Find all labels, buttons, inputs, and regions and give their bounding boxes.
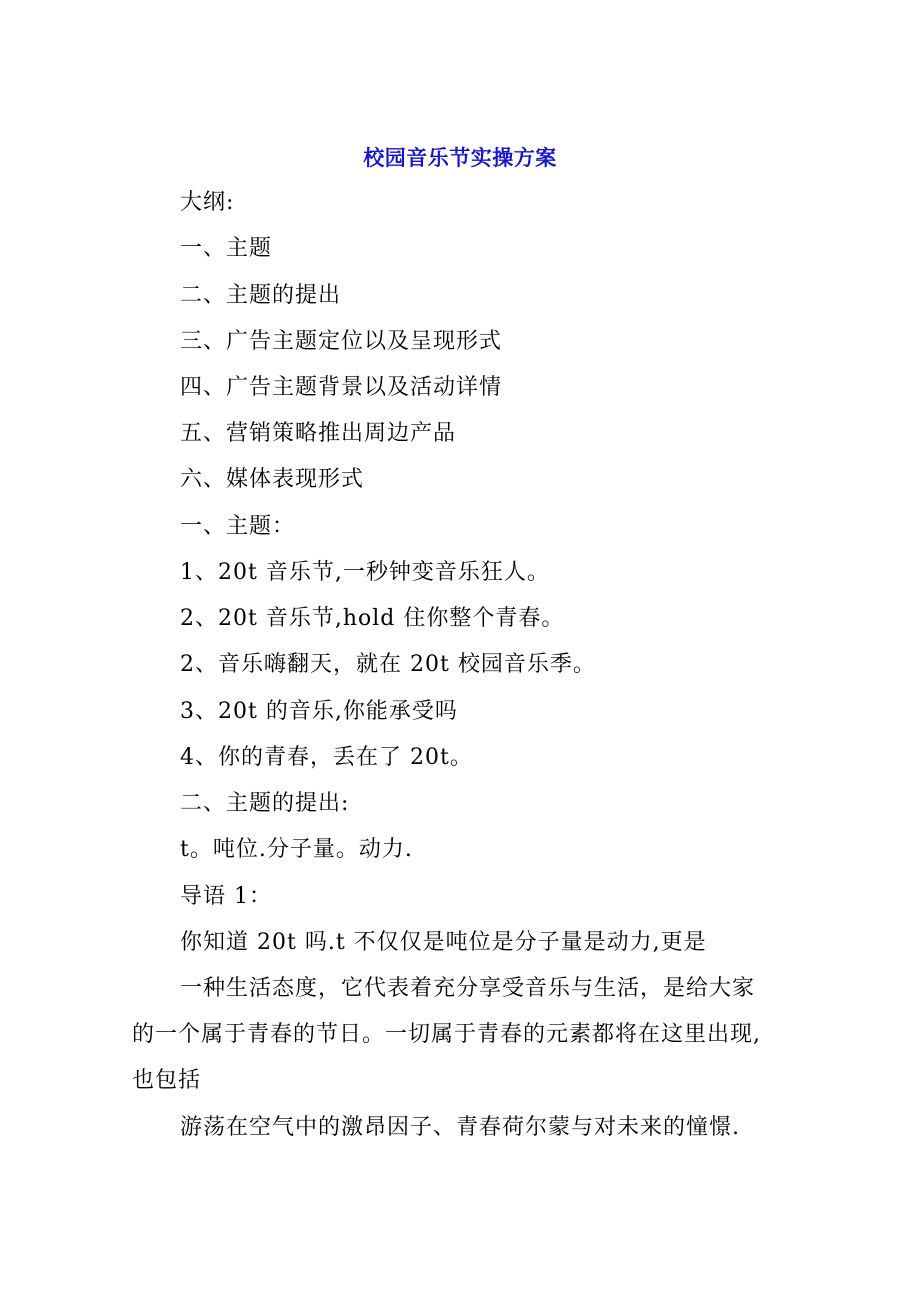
outline-item-4: 四、广告主题背景以及活动详情 [180, 375, 503, 400]
theme-item: 4、你的青春，丢在了 20t。 [180, 745, 473, 770]
outline-item-1: 一、主题 [180, 236, 273, 261]
outline-item-3: 三、广告主题定位以及呈现形式 [180, 329, 503, 354]
outline-heading: 大纲: [180, 190, 235, 215]
document-title: 校园音乐节实操方案 [363, 146, 557, 170]
section-heading-proposal: 二、主题的提出: [180, 791, 350, 816]
theme-item: 2、音乐嗨翻天，就在 20t 校园音乐季。 [180, 652, 596, 677]
outline-item-2: 二、主题的提出 [180, 283, 342, 308]
theme-item: 3、20t 的音乐,你能承受吗 [180, 699, 458, 724]
paragraph-line: 的一个属于青春的节日。一切属于青春的元素都将在这里出现, [132, 1022, 761, 1047]
theme-item: 2、20t 音乐节,hold 住你整个青春。 [180, 606, 565, 631]
outline-item-6: 六、媒体表现形式 [180, 467, 365, 492]
proposal-keywords: t。吨位.分子量。动力. [180, 837, 413, 862]
paragraph-line: 一种生活态度，它代表着充分享受音乐与生活，是给大家 [180, 976, 756, 1001]
theme-item: 1、20t 音乐节,一秒钟变音乐狂人。 [180, 560, 550, 585]
section-heading-theme: 一、主题： [180, 514, 296, 539]
intro-heading: 导语 1： [180, 884, 272, 909]
paragraph-line: 游荡在空气中的激昂因子、青春荷尔蒙与对未来的憧憬. [180, 1115, 740, 1140]
paragraph-line: 你知道 20t 吗.t 不仅仅是吨位是分子量是动力,更是 [180, 930, 707, 955]
paragraph-line: 也包括 [132, 1068, 202, 1093]
outline-item-5: 五、营销策略推出周边产品 [180, 421, 457, 446]
